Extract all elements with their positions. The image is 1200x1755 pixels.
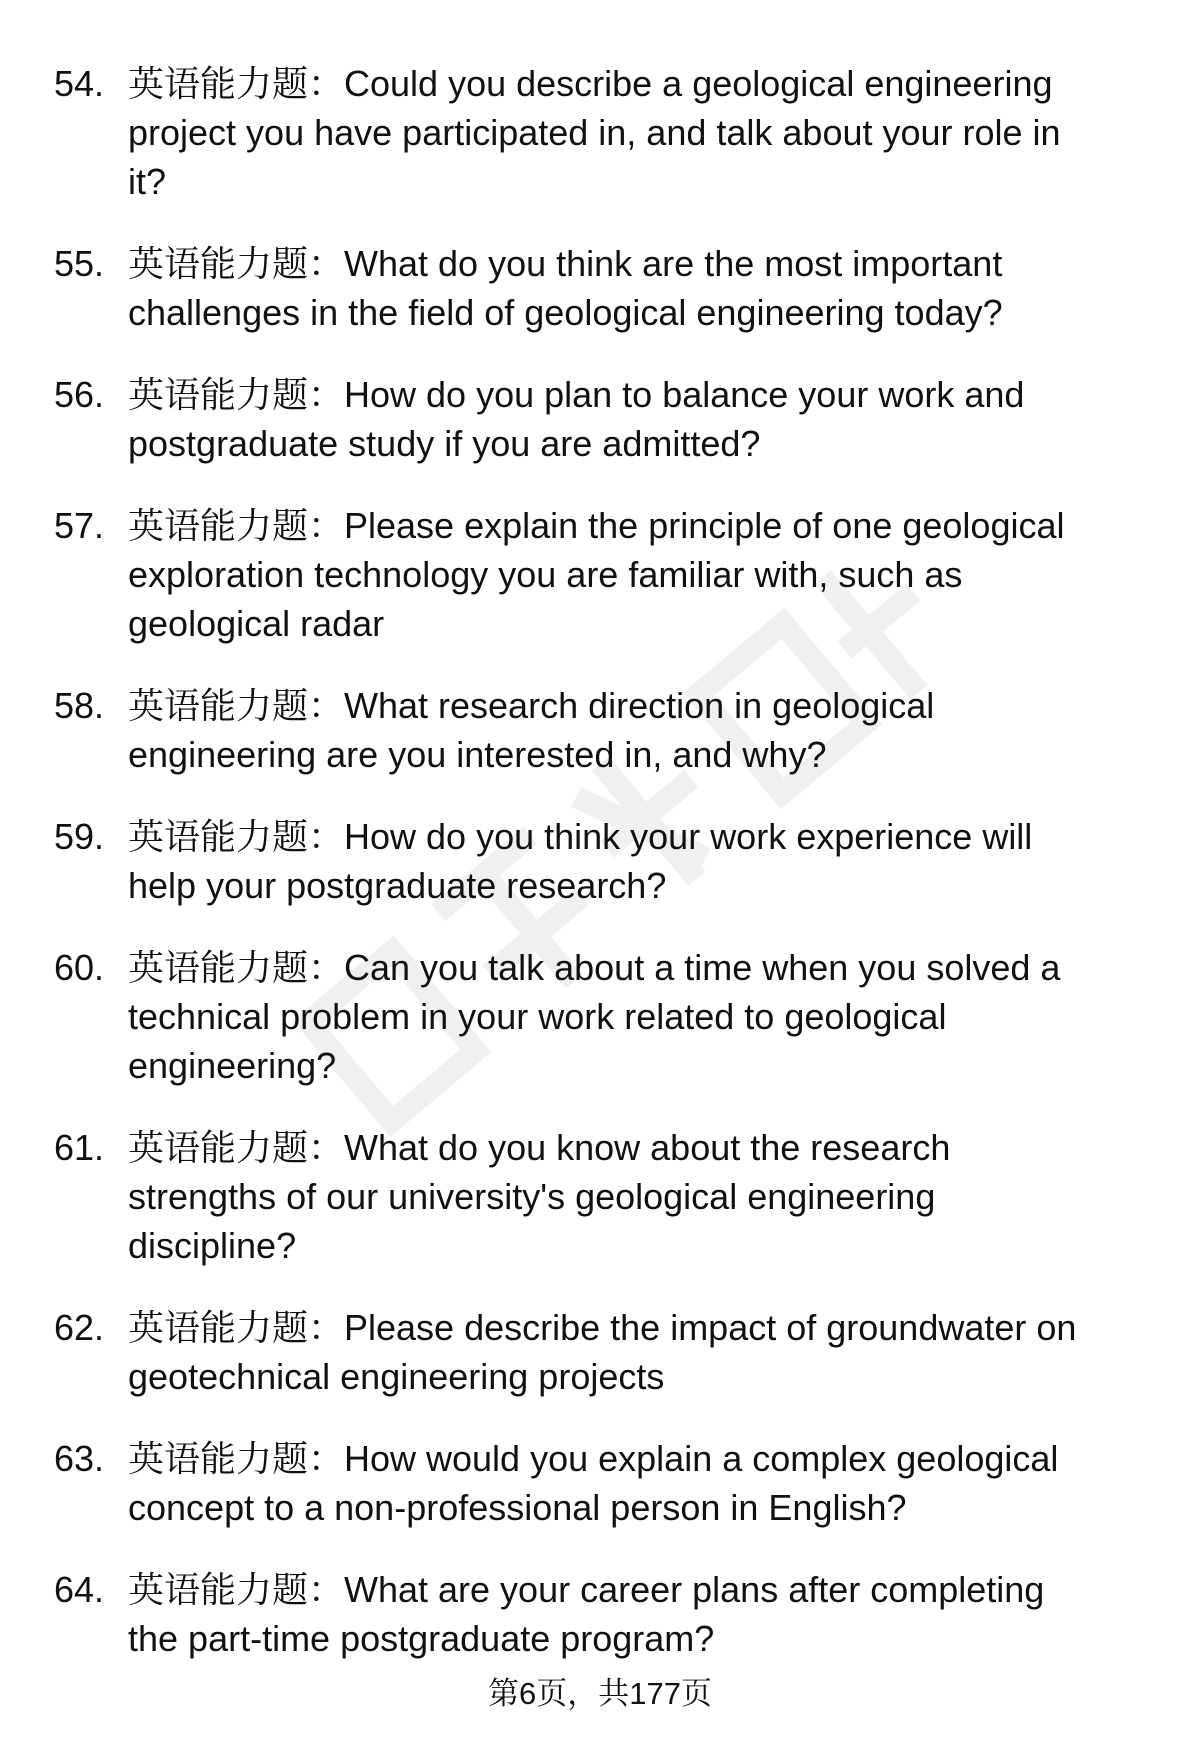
- question-text: [128, 370, 1200, 468]
- question-item: [0, 681, 1200, 779]
- question-text-line: 英语能力题：Could you describe a geological engineering: [128, 63, 1053, 104]
- question-text-line: engineering?: [128, 1045, 337, 1086]
- question-text-line: help your postgraduate research?: [128, 865, 667, 906]
- question-text-line: challenges in the field of geological engineering today?: [128, 292, 1003, 333]
- question-text: [128, 681, 1200, 779]
- question-text-line: project you have participated in, and talk about your role in: [128, 112, 1061, 153]
- question-text-line: 英语能力题：How would you explain a complex geological: [128, 1438, 1059, 1479]
- question-text: [128, 1565, 1200, 1663]
- question-text-line: engineering are you interested in, and why?: [128, 734, 827, 775]
- question-text-line: 英语能力题：What research direction in geological: [128, 685, 935, 726]
- question-item: [0, 370, 1200, 468]
- question-number: 55.: [54, 243, 105, 284]
- question-number: 59.: [54, 816, 105, 857]
- question-text: [128, 501, 1200, 648]
- question-text: [128, 1303, 1200, 1401]
- question-text-line: 英语能力题：What do you know about the research: [128, 1127, 951, 1168]
- question-item: [0, 1303, 1200, 1401]
- question-text: [128, 59, 1200, 206]
- question-item: [0, 501, 1200, 648]
- question-text-line: postgraduate study if you are admitted?: [128, 423, 761, 464]
- question-number: 56.: [54, 374, 105, 415]
- question-text-line: 英语能力题：What do you think are the most important: [128, 243, 1003, 284]
- question-item: [0, 1434, 1200, 1532]
- question-text: [128, 1123, 1200, 1270]
- question-text-line: the part-time postgraduate program?: [128, 1618, 715, 1659]
- question-text: [128, 943, 1200, 1090]
- question-text-line: 英语能力题：How do you plan to balance your work and: [128, 374, 1025, 415]
- question-text-line: 英语能力题：How do you think your work experience will: [128, 816, 1033, 857]
- question-text-line: 英语能力题：Please describe the impact of groundwater on: [128, 1307, 1077, 1348]
- question-number: 64.: [54, 1569, 105, 1610]
- question-item: [0, 239, 1200, 337]
- question-item: [0, 943, 1200, 1090]
- question-text-line: discipline?: [128, 1225, 297, 1266]
- question-text-line: geological radar: [128, 603, 385, 644]
- question-text-line: exploration technology you are familiar with, such as: [128, 554, 963, 595]
- question-list: [0, 59, 1200, 1696]
- question-item: [0, 812, 1200, 910]
- question-text-line: geotechnical engineering projects: [128, 1356, 665, 1397]
- question-text-line: technical problem in your work related to geological: [128, 996, 947, 1037]
- question-item: [0, 1123, 1200, 1270]
- question-number: 61.: [54, 1127, 105, 1168]
- question-text-line: it?: [128, 161, 167, 202]
- question-number: 54.: [54, 63, 105, 104]
- question-text-line: 英语能力题：Please explain the principle of one geological: [128, 505, 1065, 546]
- question-text: [128, 812, 1200, 910]
- question-number: 58.: [54, 685, 105, 726]
- question-text-line: concept to a non-professional person in English?: [128, 1487, 907, 1528]
- question-text: [128, 1434, 1200, 1532]
- question-text-line: 英语能力题：Can you talk about a time when you solved a: [128, 947, 1061, 988]
- page-number: 第6页，共177页: [488, 1676, 712, 1711]
- question-number: 60.: [54, 947, 105, 988]
- question-number: 62.: [54, 1307, 105, 1348]
- question-number: 57.: [54, 505, 105, 546]
- question-item: [0, 59, 1200, 206]
- question-text-line: strengths of our university's geological engineering: [128, 1176, 936, 1217]
- question-text-line: 英语能力题：What are your career plans after completing: [128, 1569, 1045, 1610]
- question-text: [128, 239, 1200, 337]
- question-number: 63.: [54, 1438, 105, 1479]
- question-item: [0, 1565, 1200, 1663]
